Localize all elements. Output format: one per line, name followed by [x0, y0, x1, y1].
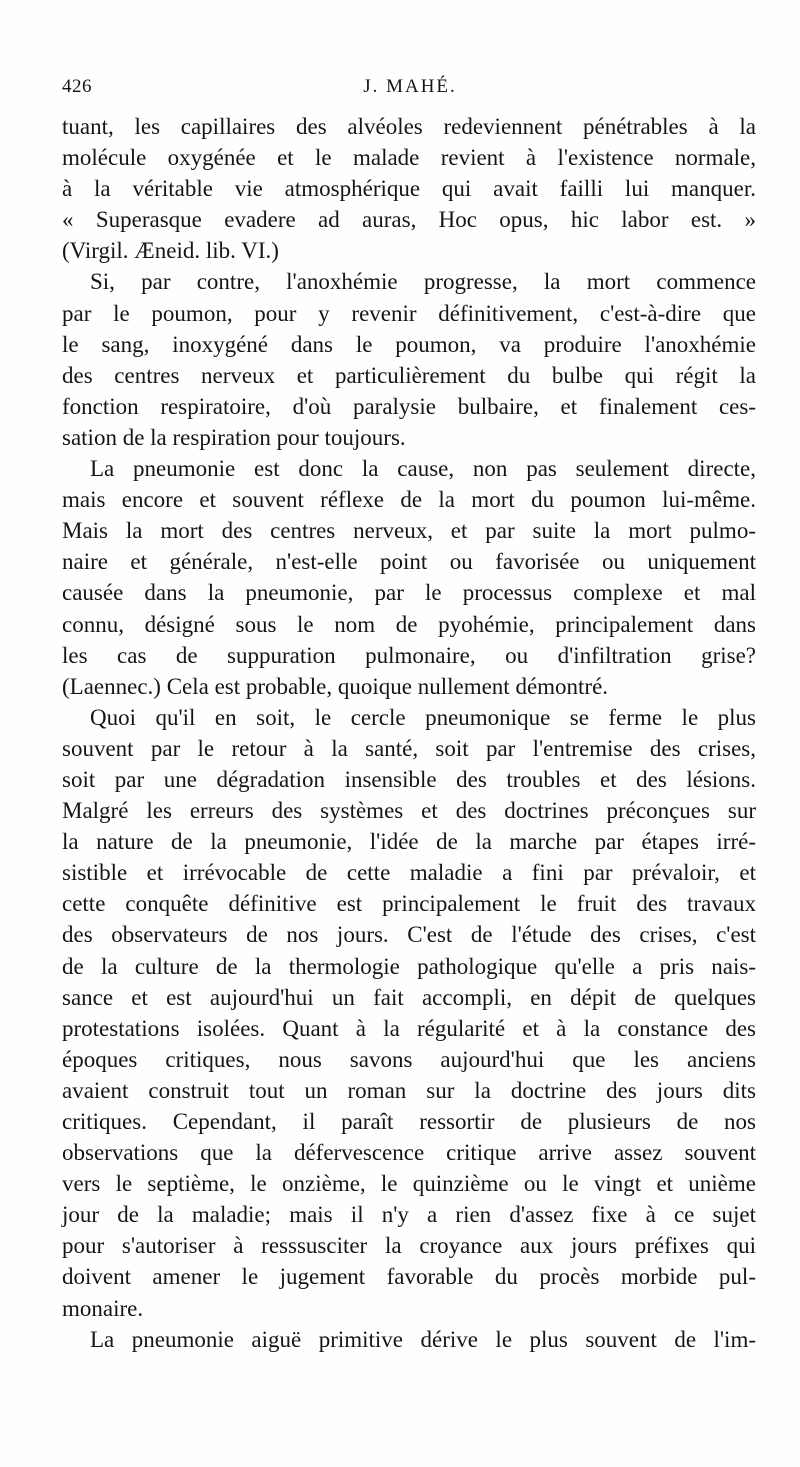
text-line: Mais la mort des centres nerveux, et par suite la mort pulmo- — [62, 518, 756, 544]
text-line: souvent par le retour à la santé, soit par l'entremise des crises, — [62, 735, 756, 761]
text-line: époques critiques, nous savons aujourd'hui que les anciens — [62, 1046, 756, 1072]
text-line: soit par une dégradation insensible des troubles et des lésions. — [62, 766, 756, 792]
text-line: critiques. Cependant, il paraît ressortir de plusieurs de nos — [62, 1109, 756, 1134]
text-line: le sang, inoxygéné dans le poumon, va produire l'anoxhémie — [62, 331, 756, 357]
text-line: Si, par contre, l'anoxhémie progresse, la mort commence — [90, 269, 756, 295]
body-text — [62, 111, 756, 1355]
text-line: des observateurs de nos jours. C'est de l'étude des crises, c'est — [62, 922, 756, 948]
text-line: vers le septième, le onzième, le quinzième ou le vingt et unième — [62, 1171, 756, 1197]
text-line: (Virgil. Æneid. lib. VI.) — [62, 238, 279, 264]
text-line: les cas de suppuration pulmonaire, ou d'infiltration grise? — [62, 642, 756, 668]
text-line: causée dans la pneumonie, par le processus complexe et mal — [62, 580, 756, 606]
text-line: doivent amener le jugement favorable du procès morbide pul- — [62, 1264, 756, 1290]
text-line: connu, désigné sous le nom de pyohémie, principalement dans — [62, 611, 756, 637]
text-line: (Laennec.) Cela est probable, quoique nullement démontré. — [62, 673, 609, 699]
text-line: observations que la défervescence critique arrive assez souvent — [62, 1140, 756, 1166]
text-line: fonction respiratoire, d'où paralysie bulbaire, et finalement ces- — [62, 393, 756, 419]
page-number: 426 — [62, 76, 92, 97]
text-line: La pneumonie est donc la cause, non pas seulement directe, — [90, 456, 756, 482]
text-line: la nature de la pneumonie, l'idée de la marche par étapes irré- — [62, 829, 756, 855]
text-line: Malgré les erreurs des systèmes et des doctrines préconçues sur — [62, 798, 756, 824]
text-line: La pneumonie aiguë primitive dérive le plus souvent de l'im- — [90, 1326, 756, 1352]
text-line: naire et générale, n'est-elle point ou favorisée ou uniquement — [62, 549, 756, 575]
text-line: sance et est aujourd'hui un fait accompli, en dépit de quelques — [62, 984, 756, 1010]
text-line: cette conquête définitive est principalement le fruit des travaux — [62, 891, 756, 917]
text-line: monaire. — [62, 1295, 144, 1321]
text-line: avaient construit tout un roman sur la doctrine des jours dits — [62, 1077, 756, 1103]
text-line: Quoi qu'il en soit, le cercle pneumonique se ferme le plus — [90, 704, 756, 730]
text-line: à la véritable vie atmosphérique qui avait failli lui manquer. — [62, 176, 756, 202]
text-line: mais encore et souvent réflexe de la mort du poumon lui-même. — [62, 487, 756, 513]
text-line: par le poumon, pour y revenir définitivement, c'est-à-dire que — [62, 300, 756, 326]
text-line: protestations isolées. Quant à la régularité et à la constance des — [62, 1015, 756, 1041]
page-header — [62, 76, 758, 106]
text-line: des centres nerveux et particulièrement du bulbe qui régit la — [62, 362, 756, 388]
text-line: tuant, les capillaires des alvéoles redeviennent pénétrables à la — [62, 114, 756, 139]
text-line: pour s'autoriser à resssusciter la croyance aux jours préfixes qui — [62, 1233, 756, 1259]
text-line: sistible et irrévocable de cette maladie a fini par prévaloir, et — [62, 860, 756, 886]
running-title: J. MAHÉ. — [363, 76, 457, 97]
text-line: jour de la maladie; mais il n'y a rien d'assez fixe à ce sujet — [62, 1202, 756, 1228]
text-line: « Superasque evadere ad auras, Hoc opus, hic labor est. » — [62, 207, 756, 233]
text-line: de la culture de la thermologie pathologique qu'elle a pris nais- — [62, 953, 756, 979]
text-line: sation de la respiration pour toujours. — [62, 424, 406, 450]
text-line: molécule oxygénée et le malade revient à l'existence normale, — [62, 145, 756, 171]
